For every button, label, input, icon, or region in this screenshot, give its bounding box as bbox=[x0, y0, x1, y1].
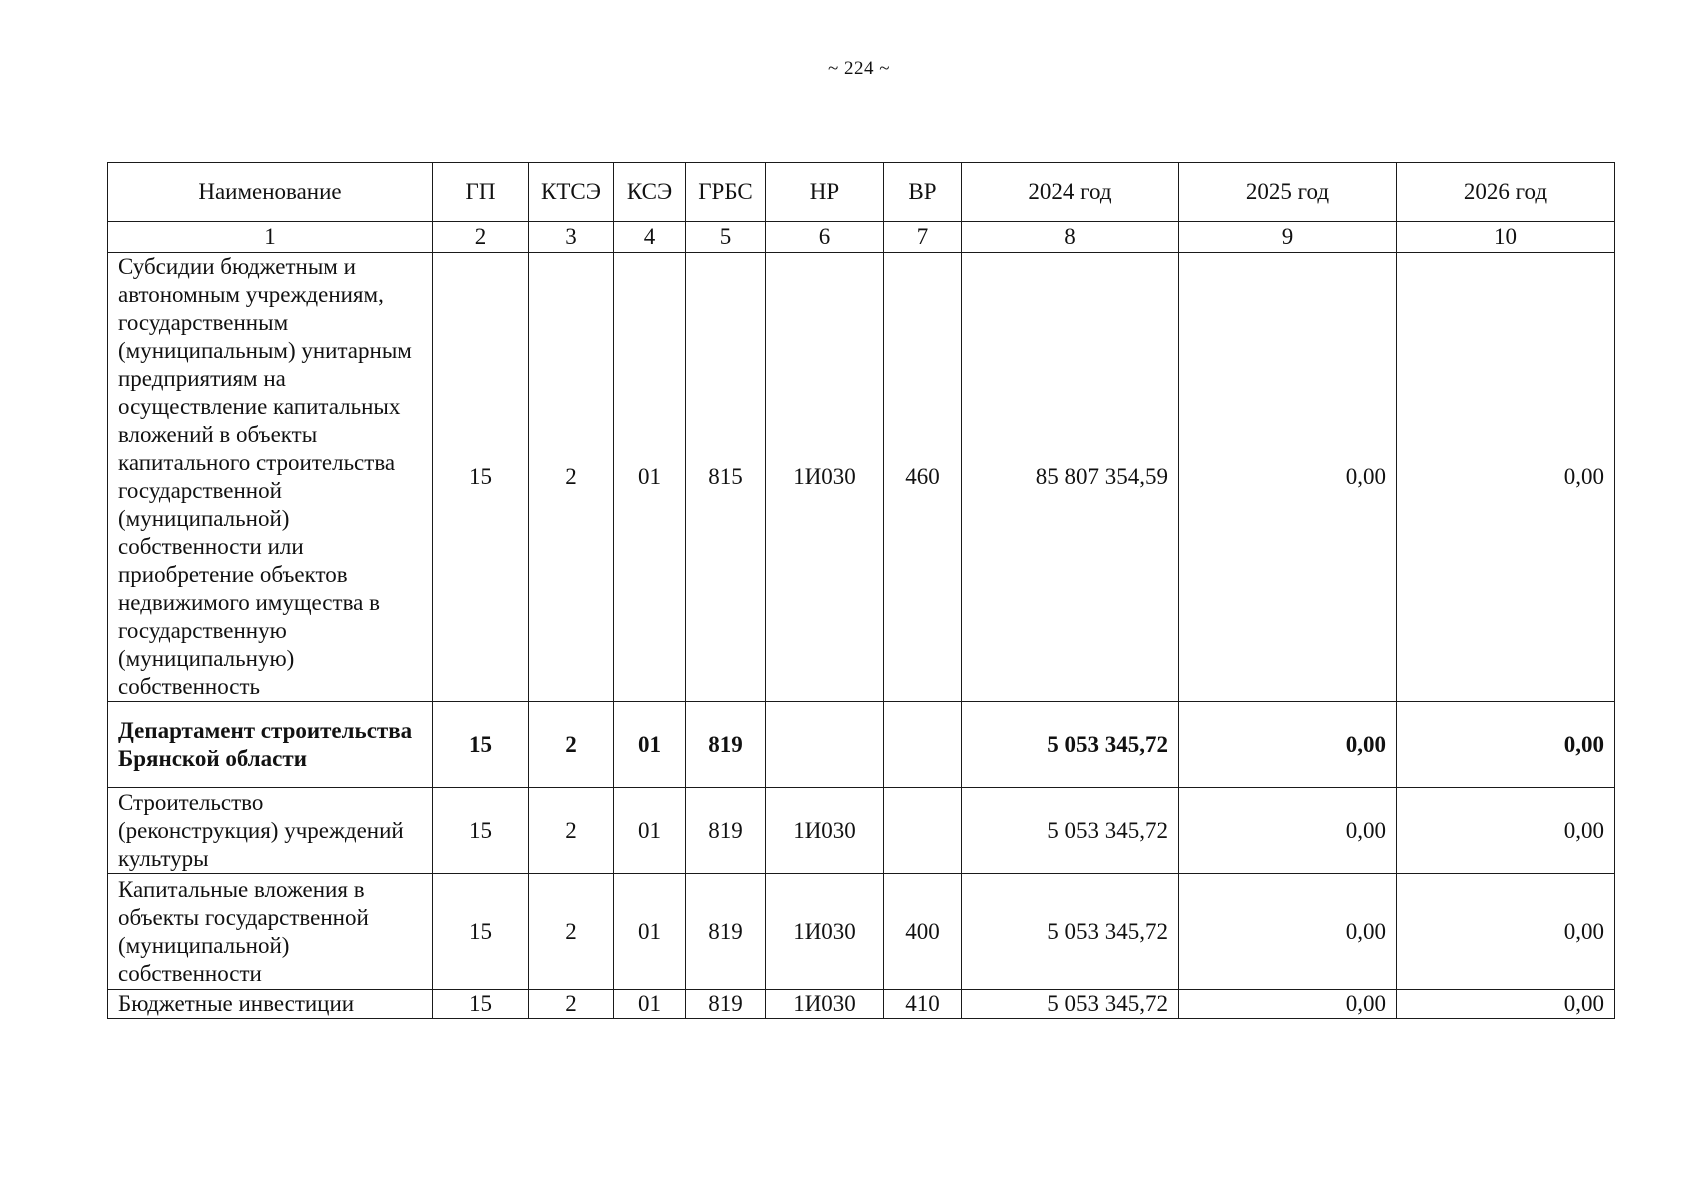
header-2025: 2025 год bbox=[1179, 163, 1397, 222]
cell-grbs: 819 bbox=[686, 990, 766, 1019]
cell-2026: 0,00 bbox=[1397, 788, 1615, 874]
cell-kse: 01 bbox=[614, 788, 686, 874]
cell-gp: 15 bbox=[433, 253, 529, 702]
cell-2025: 0,00 bbox=[1179, 788, 1397, 874]
cell-ktse: 2 bbox=[529, 874, 614, 990]
cell-kse: 01 bbox=[614, 990, 686, 1019]
column-number-row bbox=[108, 222, 1615, 253]
column-number: 7 bbox=[884, 222, 962, 253]
budget-table bbox=[107, 162, 1615, 1019]
column-number: 1 bbox=[108, 222, 433, 253]
table-row bbox=[108, 788, 1615, 874]
cell-ktse: 2 bbox=[529, 788, 614, 874]
cell-vr: 460 bbox=[884, 253, 962, 702]
table-row bbox=[108, 874, 1615, 990]
cell-nr: 1И030 bbox=[766, 253, 884, 702]
cell-vr: 400 bbox=[884, 874, 962, 990]
cell-kse: 01 bbox=[614, 874, 686, 990]
column-number: 3 bbox=[529, 222, 614, 253]
column-number: 9 bbox=[1179, 222, 1397, 253]
column-number: 4 bbox=[614, 222, 686, 253]
cell-gp: 15 bbox=[433, 990, 529, 1019]
cell-nr: 1И030 bbox=[766, 874, 884, 990]
table-body bbox=[108, 222, 1615, 1019]
cell-kse: 01 bbox=[614, 702, 686, 788]
cell-gp: 15 bbox=[433, 788, 529, 874]
cell-nr bbox=[766, 702, 884, 788]
cell-nr: 1И030 bbox=[766, 788, 884, 874]
cell-ktse: 2 bbox=[529, 990, 614, 1019]
header-2026: 2026 год bbox=[1397, 163, 1615, 222]
cell-2026: 0,00 bbox=[1397, 874, 1615, 990]
cell-2024: 5 053 345,72 bbox=[962, 990, 1179, 1019]
cell-2026: 0,00 bbox=[1397, 253, 1615, 702]
cell-2025: 0,00 bbox=[1179, 702, 1397, 788]
header-grbs: ГРБС bbox=[686, 163, 766, 222]
header-gp: ГП bbox=[433, 163, 529, 222]
cell-ktse: 2 bbox=[529, 253, 614, 702]
cell-grbs: 819 bbox=[686, 702, 766, 788]
column-number: 6 bbox=[766, 222, 884, 253]
column-number: 10 bbox=[1397, 222, 1615, 253]
table-header bbox=[108, 163, 1615, 222]
header-row bbox=[108, 163, 1615, 222]
cell-2025: 0,00 bbox=[1179, 253, 1397, 702]
header-ktse: КТСЭ bbox=[529, 163, 614, 222]
cell-ktse: 2 bbox=[529, 702, 614, 788]
header-vr: ВР bbox=[884, 163, 962, 222]
page-number: ~ 224 ~ bbox=[827, 58, 891, 79]
table-row bbox=[108, 990, 1615, 1019]
cell-vr bbox=[884, 702, 962, 788]
cell-2025: 0,00 bbox=[1179, 990, 1397, 1019]
table-row bbox=[108, 702, 1615, 788]
row-name: Департамент строительства Брянской области bbox=[108, 702, 433, 788]
cell-2024: 5 053 345,72 bbox=[962, 874, 1179, 990]
header-kse: КСЭ bbox=[614, 163, 686, 222]
cell-grbs: 819 bbox=[686, 874, 766, 990]
column-number: 2 bbox=[433, 222, 529, 253]
row-name: Строительство (реконструкция) учреждений культуры bbox=[108, 788, 433, 874]
cell-2026: 0,00 bbox=[1397, 702, 1615, 788]
cell-kse: 01 bbox=[614, 253, 686, 702]
row-name: Субсидии бюджетным и автономным учреждениям, государственным (муниципальным) унитарным предприятиям на осуществление капитальных вложений в объекты капитального строительства государственной (муниципальной) собственности или приобретение объектов недвижимого имущества в государственную (муниципальную) собственность bbox=[108, 253, 433, 702]
table-row bbox=[108, 253, 1615, 702]
cell-vr: 410 bbox=[884, 990, 962, 1019]
cell-gp: 15 bbox=[433, 702, 529, 788]
cell-grbs: 819 bbox=[686, 788, 766, 874]
cell-2024: 5 053 345,72 bbox=[962, 788, 1179, 874]
column-number: 5 bbox=[686, 222, 766, 253]
cell-2024: 85 807 354,59 bbox=[962, 253, 1179, 702]
cell-vr bbox=[884, 788, 962, 874]
cell-2026: 0,00 bbox=[1397, 990, 1615, 1019]
cell-gp: 15 bbox=[433, 874, 529, 990]
cell-2024: 5 053 345,72 bbox=[962, 702, 1179, 788]
row-name: Капитальные вложения в объекты государственной (муниципальной) собственности bbox=[108, 874, 433, 990]
header-nr: НР bbox=[766, 163, 884, 222]
column-number: 8 bbox=[962, 222, 1179, 253]
cell-2025: 0,00 bbox=[1179, 874, 1397, 990]
cell-nr: 1И030 bbox=[766, 990, 884, 1019]
header-name: Наименование bbox=[108, 163, 433, 222]
row-name: Бюджетные инвестиции bbox=[108, 990, 433, 1019]
header-2024: 2024 год bbox=[962, 163, 1179, 222]
cell-grbs: 815 bbox=[686, 253, 766, 702]
